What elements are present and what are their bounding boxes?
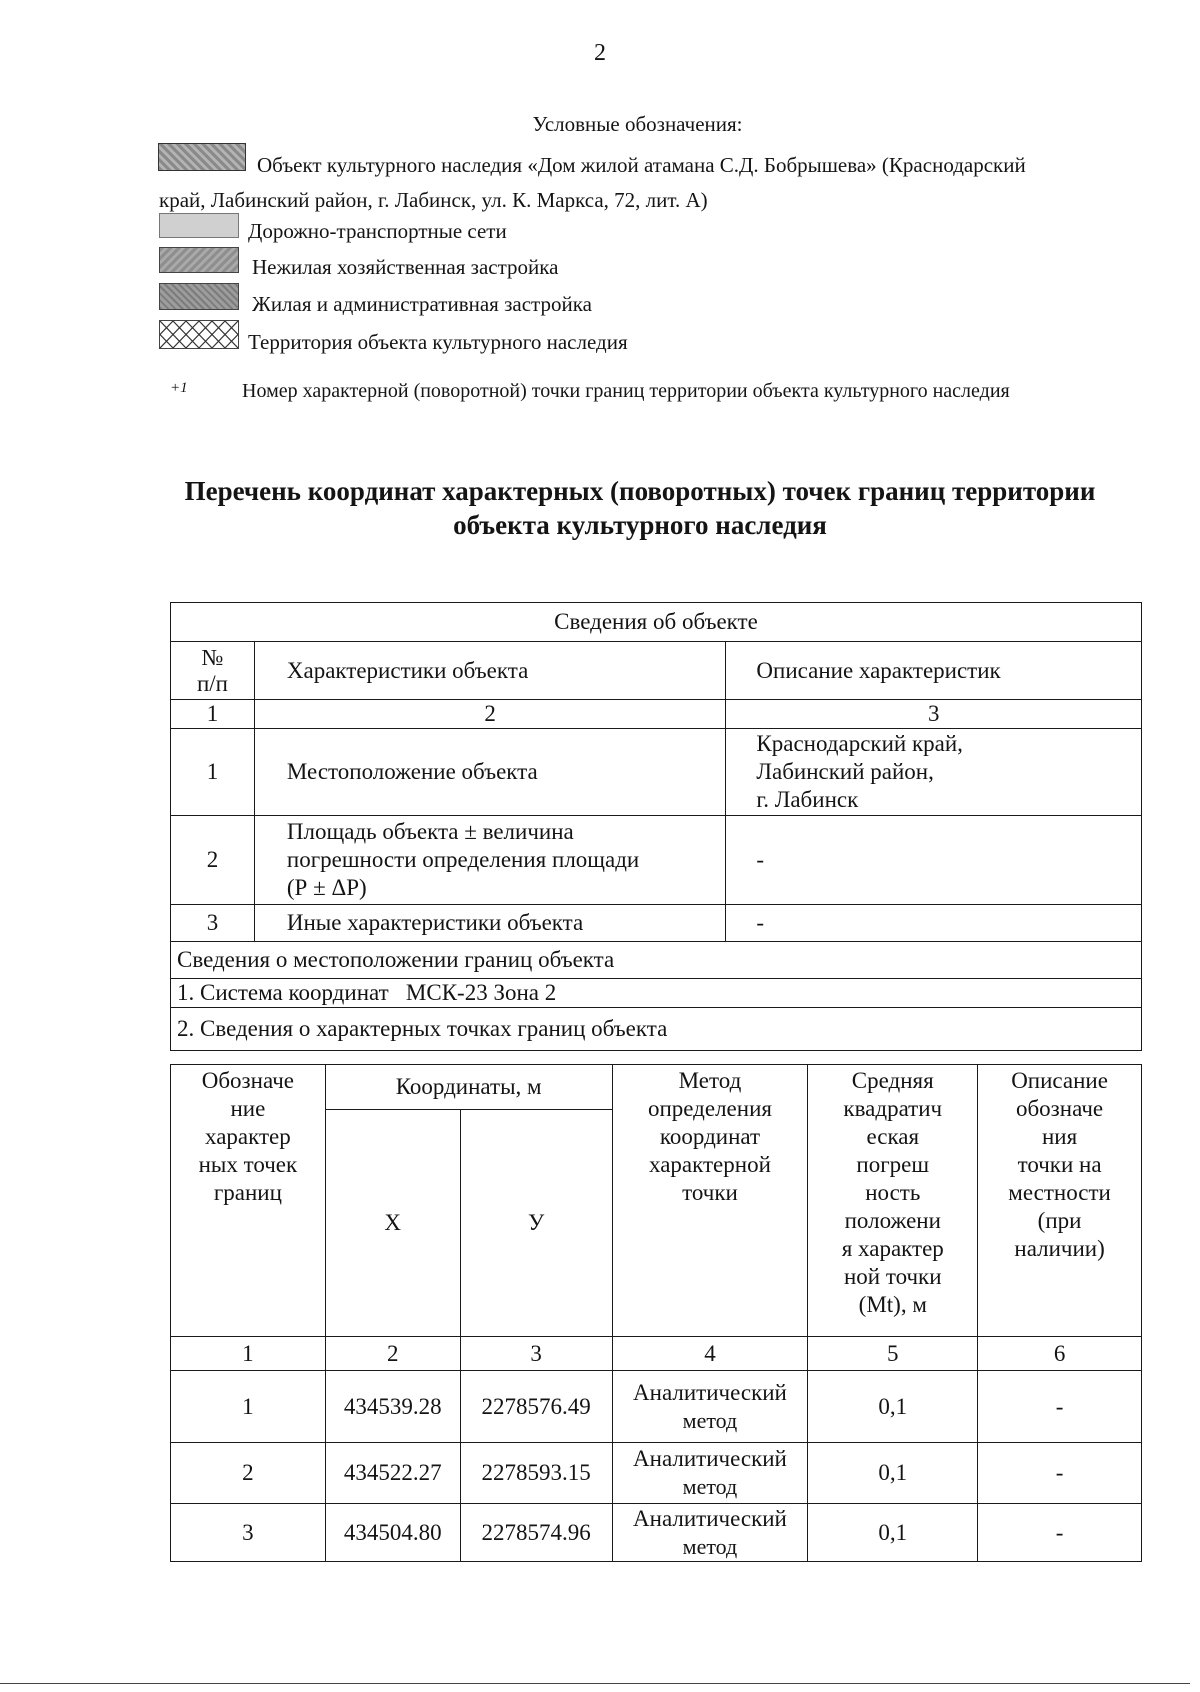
row-characteristic: Иные характеристики объекта bbox=[254, 905, 726, 942]
point-method bbox=[612, 1504, 808, 1562]
legend-label-cultural-object-cont: край, Лабинский район, г. Лабинск, ул. К. Маркса, 72, лит. А) bbox=[159, 188, 708, 212]
row-characteristic-line: Площадь объекта ± величина bbox=[286, 819, 574, 844]
point-description-header-line: наличии) bbox=[1014, 1236, 1105, 1261]
point-method-line: Аналитический bbox=[633, 1446, 787, 1471]
mean-error-header-line: квадратич bbox=[843, 1096, 943, 1121]
table-row bbox=[171, 1504, 1142, 1562]
legend-swatch-cultural-object bbox=[158, 143, 246, 171]
col-number-header-line-1: № bbox=[201, 644, 224, 670]
designation-header-line: ние bbox=[230, 1096, 266, 1121]
row-description-line: г. Лабинск bbox=[756, 787, 859, 812]
row-description-line: Лабинский район, bbox=[756, 759, 934, 784]
coord-x-header: Х bbox=[325, 1110, 460, 1337]
designation-header-line: ных точек bbox=[198, 1152, 298, 1177]
point-method-line: метод bbox=[682, 1474, 738, 1499]
mean-error-header-line: Средняя bbox=[851, 1068, 934, 1093]
row-number: 2 bbox=[171, 816, 255, 905]
point-mean-error: 0,1 bbox=[808, 1371, 978, 1443]
point-x: 434504.80 bbox=[325, 1504, 460, 1562]
points-index-row bbox=[171, 1337, 1142, 1371]
document-title bbox=[150, 474, 1130, 542]
legend-label-road-network: Дорожно-транспортные сети bbox=[248, 219, 507, 243]
legend-title: Условные обозначения: bbox=[532, 112, 743, 136]
document-title-line-2: объекта культурного наследия bbox=[453, 510, 827, 540]
index-cell: 2 bbox=[254, 700, 726, 729]
row-description bbox=[726, 729, 1142, 816]
row-number: 3 bbox=[171, 905, 255, 942]
point-description-header-line: ния bbox=[1041, 1124, 1078, 1149]
legend-label-cultural-object: Объект культурного наследия «Дом жилой атамана С.Д. Бобрышева» (Краснодарский bbox=[257, 153, 1026, 177]
index-cell: 3 bbox=[460, 1337, 612, 1371]
point-y: 2278574.96 bbox=[460, 1504, 612, 1562]
legend-label-turning-point: Номер характерной (поворотной) точки границ территории объекта культурного наследия bbox=[242, 380, 1010, 402]
method-header-line: точки bbox=[682, 1180, 738, 1205]
row-description: - bbox=[726, 905, 1142, 942]
index-cell: 2 bbox=[325, 1337, 460, 1371]
table-header-row bbox=[171, 603, 1142, 642]
point-y: 2278593.15 bbox=[460, 1443, 612, 1504]
table-row bbox=[171, 905, 1142, 942]
legend-swatch-residential bbox=[159, 283, 239, 310]
coordinates-header: Координаты, м bbox=[325, 1065, 612, 1110]
method-header-line: определения bbox=[647, 1096, 772, 1121]
col-characteristics-header: Характеристики объекта bbox=[254, 642, 726, 700]
mean-error-header-line: ность bbox=[865, 1180, 921, 1205]
point-description-header-line: (при bbox=[1037, 1208, 1082, 1233]
point-method-line: Аналитический bbox=[633, 1505, 787, 1531]
method-header bbox=[612, 1065, 808, 1337]
point-description-header-line: точки на bbox=[1017, 1152, 1102, 1177]
point-description-header-line: местности bbox=[1008, 1180, 1111, 1205]
section-row bbox=[171, 1008, 1142, 1051]
index-cell: 3 bbox=[726, 700, 1142, 729]
coordinate-system: 1. Система координат МСК-23 Зона 2 bbox=[171, 979, 1142, 1008]
crosshatch-pattern-icon bbox=[160, 321, 238, 348]
point-method-line: Аналитический bbox=[633, 1379, 787, 1405]
row-description-line: Краснодарский край, bbox=[756, 731, 963, 756]
point-description: - bbox=[978, 1443, 1142, 1504]
table-index-row bbox=[171, 700, 1142, 729]
point-method-line: метод bbox=[682, 1407, 738, 1433]
point-description: - bbox=[978, 1504, 1142, 1562]
col-description-header: Описание характеристик bbox=[726, 642, 1142, 700]
designation-header-line: границ bbox=[213, 1180, 282, 1205]
point-number: 3 bbox=[171, 1504, 326, 1562]
coord-y-header: У bbox=[460, 1110, 612, 1337]
row-number: 1 bbox=[171, 729, 255, 816]
legend-label-nonresidential: Нежилая хозяйственная застройка bbox=[252, 255, 559, 279]
table-row bbox=[171, 1443, 1142, 1504]
boundary-points-header: 2. Сведения о характерных точках границ объекта bbox=[171, 1008, 1142, 1051]
legend-swatch-territory bbox=[159, 320, 239, 349]
index-cell: 5 bbox=[808, 1337, 978, 1371]
method-header-line: характерной bbox=[649, 1152, 771, 1177]
point-mean-error: 0,1 bbox=[808, 1443, 978, 1504]
table-row bbox=[171, 816, 1142, 905]
mean-error-header-line: положени bbox=[844, 1208, 941, 1233]
table-row bbox=[171, 1371, 1142, 1443]
points-header-row bbox=[171, 1065, 1142, 1110]
point-x: 434522.27 bbox=[325, 1443, 460, 1504]
legend-label-residential: Жилая и административная застройка bbox=[252, 292, 592, 316]
mean-error-header-line: ной точки bbox=[843, 1264, 942, 1289]
legend-label-territory: Территория объекта культурного наследия bbox=[248, 330, 628, 354]
row-characteristic-line: погрешности определения площади bbox=[286, 847, 640, 872]
point-method-line: метод bbox=[682, 1533, 738, 1559]
col-number-header bbox=[171, 642, 255, 700]
point-description-header-line: Описание bbox=[1011, 1068, 1108, 1093]
row-characteristic: Местоположение объекта bbox=[254, 729, 726, 816]
point-marker-icon: +1 bbox=[170, 380, 188, 396]
row-characteristic-line: (Р ± ΔР) bbox=[286, 875, 367, 900]
point-y: 2278576.49 bbox=[460, 1371, 612, 1443]
mean-error-header-line: я характер bbox=[841, 1236, 944, 1261]
index-cell: 1 bbox=[171, 700, 255, 729]
row-characteristic bbox=[254, 816, 726, 905]
point-number: 1 bbox=[171, 1371, 326, 1443]
boundary-location-header: Сведения о местоположении границ объекта bbox=[171, 942, 1142, 979]
point-x: 434539.28 bbox=[325, 1371, 460, 1443]
legend-swatch-nonresidential bbox=[159, 247, 239, 273]
col-number-header-line-2: п/п bbox=[196, 670, 228, 696]
section-row bbox=[171, 979, 1142, 1008]
table-row bbox=[171, 729, 1142, 816]
index-cell: 4 bbox=[612, 1337, 808, 1371]
page-number: 2 bbox=[594, 40, 606, 66]
boundary-points-table bbox=[170, 1064, 1142, 1562]
index-cell: 1 bbox=[171, 1337, 326, 1371]
mean-error-header-line: погреш bbox=[856, 1152, 930, 1177]
point-method bbox=[612, 1371, 808, 1443]
legend-swatch-road-network bbox=[159, 213, 239, 238]
object-info-table bbox=[170, 602, 1142, 1051]
section-row bbox=[171, 942, 1142, 979]
point-description-header bbox=[978, 1065, 1142, 1337]
mean-error-header bbox=[808, 1065, 978, 1337]
designation-header-line: Обозначе bbox=[201, 1068, 295, 1093]
mean-error-header-line: (Mt), м bbox=[858, 1292, 927, 1317]
document-title-line-1: Перечень координат характерных (поворотных) точек границ территории bbox=[184, 476, 1096, 506]
point-mean-error: 0,1 bbox=[808, 1504, 978, 1562]
designation-header bbox=[171, 1065, 326, 1337]
object-info-header: Сведения об объекте bbox=[171, 603, 1142, 642]
index-cell: 6 bbox=[978, 1337, 1142, 1371]
table-columns-row bbox=[171, 642, 1142, 700]
row-description: - bbox=[726, 816, 1142, 905]
point-description-header-line: обозначе bbox=[1015, 1096, 1104, 1121]
method-header-line: координат bbox=[659, 1124, 761, 1149]
point-method bbox=[612, 1443, 808, 1504]
mean-error-header-line: еская bbox=[866, 1124, 920, 1149]
method-header-line: Метод bbox=[678, 1068, 742, 1093]
point-number: 2 bbox=[171, 1443, 326, 1504]
point-description: - bbox=[978, 1371, 1142, 1443]
footer-divider bbox=[0, 1683, 1190, 1684]
designation-header-line: характер bbox=[205, 1124, 291, 1149]
